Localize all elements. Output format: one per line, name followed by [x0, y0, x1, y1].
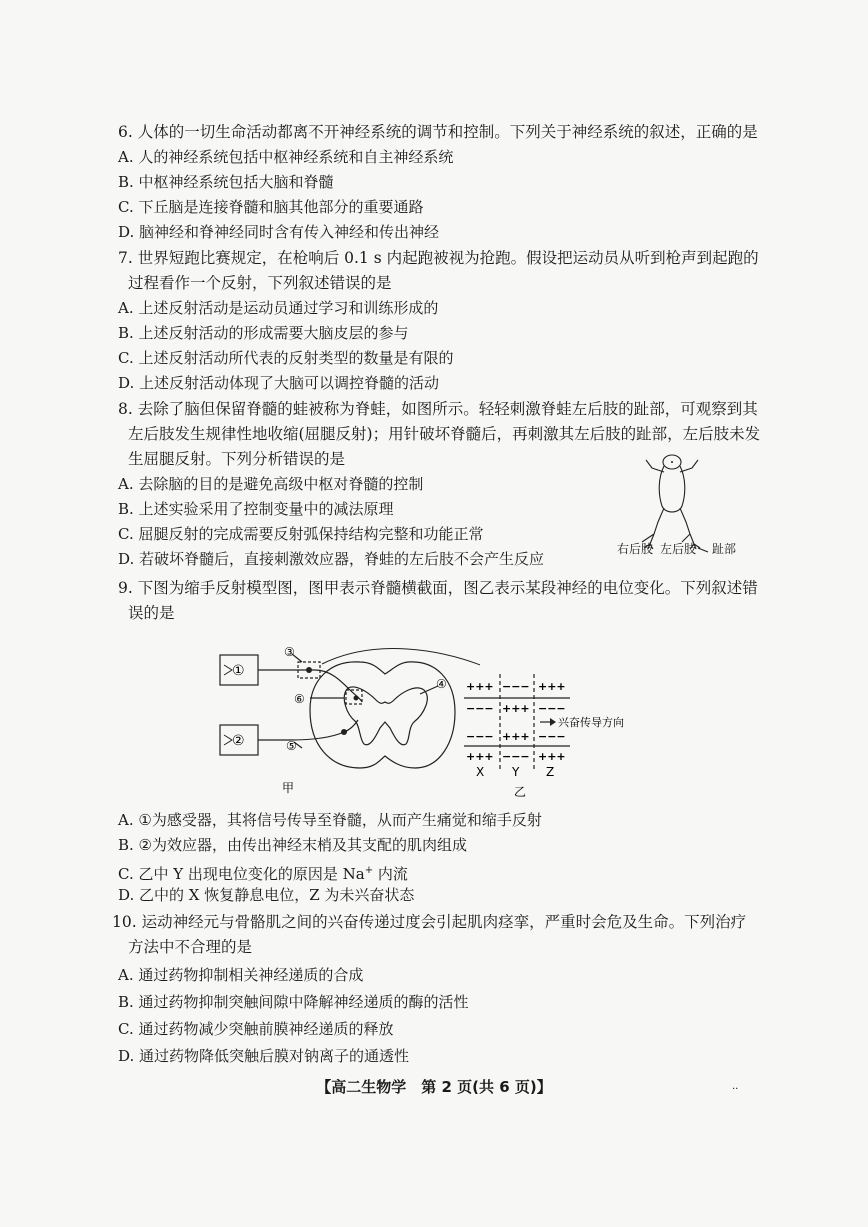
zone-z: Z [546, 765, 555, 779]
potential-r2-x: −−− [466, 702, 494, 715]
frog-label-toe: 趾部 [712, 542, 737, 556]
question-6-option-b: B. 中枢神经系统包括大脑和脊髓 [118, 173, 334, 191]
question-10-option-b: B. 通过药物抑制突触间隙中降解神经递质的酶的活性 [118, 993, 469, 1011]
corner-mark: ·· [732, 1084, 739, 1095]
question-6-stem: 6. 人体的一切生命活动都离不开神经系统的调节和控制。下列关于神经系统的叙述，正确的是 [118, 123, 758, 141]
question-9-option-d: D. 乙中的 X 恢复静息电位，Z 为未兴奋状态 [118, 886, 415, 904]
page-footer: 【高二生物学 第 2 页(共 6 页)】 [316, 1078, 552, 1096]
potential-r4-z: +++ [538, 750, 566, 763]
caption-jia: 甲 [282, 781, 295, 795]
question-8-option-b: B. 上述实验采用了控制变量中的减法原理 [118, 500, 394, 518]
label-4: ④ [436, 677, 447, 691]
question-7-option-c: C. 上述反射活动所代表的反射类型的数量是有限的 [118, 349, 454, 367]
question-10-option-c: C. 通过药物减少突触前膜神经递质的释放 [118, 1020, 394, 1038]
label-6: ⑥ [294, 692, 305, 706]
question-8-option-c: C. 屈腿反射的完成需要反射弧保持结构完整和功能正常 [118, 525, 484, 543]
question-9-stem-line2: 误的是 [128, 604, 175, 622]
question-7-stem-line2: 过程看作一个反射，下列叙述错误的是 [128, 274, 392, 292]
potential-r2-z: −−− [538, 702, 566, 715]
question-7-option-a: A. 上述反射活动是运动员通过学习和训练形成的 [118, 299, 439, 317]
question-10-stem-line1: 10. 运动神经元与骨骼肌之间的兴奋传递过度会引起肌肉痉挛，严重时会危及生命。下列治疗 [112, 913, 747, 931]
caption-yi: 乙 [514, 785, 527, 799]
question-9-stem-line1: 9. 下图为缩手反射模型图，图甲表示脊髓横截面，图乙表示某段神经的电位变化。下列叙述错 [118, 579, 758, 597]
question-8-stem-line2: 左后肢发生规律性地收缩(屈腿反射)；用针破坏脊髓后，再刺激其左后肢的趾部，左后肢未发 [128, 425, 761, 443]
question-8-option-a: A. 去除脑的目的是避免高级中枢对脊髓的控制 [118, 475, 424, 493]
question-9-option-c-text: C. 乙中 Y 出现电位变化的原因是 Na [118, 865, 365, 883]
label-1: ① [232, 663, 245, 679]
potential-r1-y: −−− [502, 680, 530, 693]
question-10-stem-line2: 方法中不合理的是 [128, 938, 253, 956]
question-8-option-d: D. 若破坏脊髓后，直接刺激效应器，脊蛙的左后肢不会产生反应 [118, 550, 545, 568]
question-7-option-d: D. 上述反射活动体现了大脑可以调控脊髓的活动 [118, 374, 440, 392]
zone-y: Y [512, 765, 520, 779]
frog-label-left-hindlimb: 左后肢 [660, 542, 697, 556]
potential-r1-x: +++ [466, 680, 494, 693]
label-5: ⑤ [286, 739, 297, 753]
label-3: ③ [284, 645, 295, 659]
potential-r4-x: +++ [466, 750, 494, 763]
potential-r3-y: +++ [502, 730, 530, 743]
membrane-potential-diagram-yi [460, 672, 640, 800]
question-9-option-a: A. ①为感受器，其将信号传导至脊髓，从而产生痛觉和缩手反射 [118, 811, 542, 829]
question-8-stem-line3: 生屈腿反射。下列分析错误的是 [128, 450, 346, 468]
conduction-direction-label: 兴奋传导方向 [558, 716, 624, 729]
reflex-arc-diagram-jia [210, 640, 480, 800]
question-9-option-b: B. ②为效应器，由传出神经末梢及其支配的肌肉组成 [118, 836, 468, 854]
potential-r3-z: −−− [538, 730, 566, 743]
potential-r4-y: −−− [502, 750, 530, 763]
question-10-option-a: A. 通过药物抑制相关神经递质的合成 [118, 966, 364, 984]
potential-r3-x: −−− [466, 730, 494, 743]
zone-x: X [476, 765, 485, 779]
question-6-option-a: A. 人的神经系统包括中枢神经系统和自主神经系统 [118, 148, 454, 166]
question-6-option-d: D. 脑神经和脊神经同时含有传入神经和传出神经 [118, 223, 440, 241]
question-7-option-b: B. 上述反射活动的形成需要大脑皮层的参与 [118, 324, 409, 342]
question-7-stem-line1: 7. 世界短跑比赛规定，在枪响后 0.1 s 内起跑被视为抢跑。假设把运动员从听到枪声到起跑的 [118, 249, 759, 267]
question-8-stem-line1: 8. 去除了脑但保留脊髓的蛙被称为脊蛙，如图所示。轻轻刺激脊蛙左后肢的趾部，可观察到其 [118, 400, 758, 418]
question-6-option-c: C. 下丘脑是连接脊髓和脑其他部分的重要通路 [118, 198, 424, 216]
potential-r2-y: +++ [502, 702, 530, 715]
label-2: ② [232, 733, 245, 749]
potential-r1-z: +++ [538, 680, 566, 693]
sodium-ion-charge: + [364, 865, 374, 876]
question-9-option-c-tail: 内流 [373, 865, 408, 883]
frog-label-right-hindlimb: 右后肢 [617, 542, 654, 556]
question-10-option-d: D. 通过药物降低突触后膜对钠离子的通透性 [118, 1047, 410, 1065]
